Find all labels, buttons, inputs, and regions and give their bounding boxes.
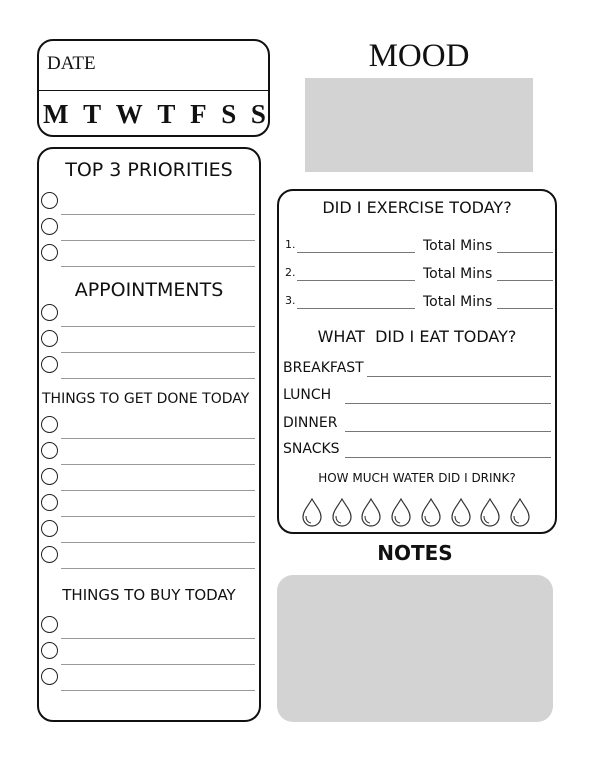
water-drop-icon[interactable] (331, 497, 353, 527)
weekday-f[interactable]: F (190, 99, 207, 129)
exercise-number: 3. (285, 294, 296, 307)
mins-line[interactable] (497, 280, 553, 281)
write-line (61, 378, 255, 379)
appointment-row[interactable] (39, 353, 259, 379)
meal-line[interactable] (345, 457, 551, 458)
exercise-item (285, 238, 555, 258)
todo-row[interactable] (39, 465, 259, 491)
mood-title: MOOD (368, 38, 470, 74)
weekday-row (43, 99, 266, 130)
checkbox-circle[interactable] (41, 192, 58, 209)
left-panel (37, 147, 261, 722)
meal-label-lunch: LUNCH (283, 387, 332, 403)
exercise-item (285, 294, 555, 314)
checkbox-circle[interactable] (41, 416, 58, 433)
water-drop-icon[interactable] (450, 497, 472, 527)
exercise-line[interactable] (297, 252, 415, 253)
todo-row[interactable] (39, 517, 259, 543)
meal-line[interactable] (345, 403, 551, 404)
buy-row[interactable] (39, 639, 259, 665)
total-mins-label: Total Mins (423, 294, 493, 310)
mood-area[interactable] (305, 78, 533, 172)
checkbox-circle[interactable] (41, 442, 58, 459)
mins-line[interactable] (497, 252, 553, 253)
checkbox-circle[interactable] (41, 642, 58, 659)
exercise-item (285, 266, 555, 286)
todo-row[interactable] (39, 491, 259, 517)
checkbox-circle[interactable] (41, 330, 58, 347)
checkbox-circle[interactable] (41, 546, 58, 563)
date-label: DATE (47, 53, 96, 74)
water-drop-icon[interactable] (479, 497, 501, 527)
buy-row[interactable] (39, 665, 259, 691)
weekday-m[interactable]: M (43, 99, 69, 129)
total-mins-label: Total Mins (423, 238, 493, 254)
appointment-row[interactable] (39, 301, 259, 327)
date-divider (39, 90, 268, 91)
meal-row (283, 360, 555, 380)
meal-line[interactable] (345, 431, 551, 432)
exercise-number: 1. (285, 238, 296, 251)
meal-row (283, 387, 555, 407)
water-drop-icon[interactable] (509, 497, 531, 527)
water-title: HOW MUCH WATER DID I DRINK? (318, 471, 516, 485)
meal-row (283, 415, 555, 435)
priority-row[interactable] (39, 215, 259, 241)
exercise-line[interactable] (297, 280, 415, 281)
weekday-t[interactable]: T (83, 99, 102, 129)
health-box (277, 189, 557, 534)
notes-area[interactable] (277, 575, 553, 722)
write-line (61, 266, 255, 267)
checkbox-circle[interactable] (41, 520, 58, 537)
checkbox-circle[interactable] (41, 616, 58, 633)
todo-row[interactable] (39, 543, 259, 569)
weekday-su[interactable]: S (250, 99, 266, 129)
checkbox-circle[interactable] (41, 468, 58, 485)
todo-row[interactable] (39, 413, 259, 439)
todo-row[interactable] (39, 439, 259, 465)
date-box (37, 39, 270, 137)
checkbox-circle[interactable] (41, 494, 58, 511)
meal-row (283, 441, 555, 461)
checkbox-circle[interactable] (41, 244, 58, 261)
weekday-sa[interactable]: S (221, 99, 237, 129)
priority-row[interactable] (39, 189, 259, 215)
priorities-title: TOP 3 PRIORITIES (65, 159, 233, 181)
meal-line[interactable] (367, 376, 551, 377)
write-line (61, 568, 255, 569)
write-line (61, 690, 255, 691)
weekday-th[interactable]: T (157, 99, 176, 129)
mins-line[interactable] (497, 308, 553, 309)
total-mins-label: Total Mins (423, 266, 493, 282)
exercise-title: DID I EXERCISE TODAY? (322, 198, 512, 217)
todo-title: THINGS TO GET DONE TODAY (42, 391, 250, 407)
meal-label-snacks: SNACKS (283, 441, 340, 457)
water-drop-icon[interactable] (420, 497, 442, 527)
buy-title: THINGS TO BUY TODAY (62, 586, 236, 604)
weekday-w[interactable]: W (115, 99, 143, 129)
checkbox-circle[interactable] (41, 304, 58, 321)
appointments-title: APPOINTMENTS (74, 279, 224, 301)
checkbox-circle[interactable] (41, 218, 58, 235)
priority-row[interactable] (39, 241, 259, 267)
appointment-row[interactable] (39, 327, 259, 353)
notes-title: NOTES (377, 541, 453, 565)
exercise-number: 2. (285, 266, 296, 279)
checkbox-circle[interactable] (41, 356, 58, 373)
checkbox-circle[interactable] (41, 668, 58, 685)
meal-label-dinner: DINNER (283, 415, 338, 431)
water-drop-icon[interactable] (390, 497, 412, 527)
exercise-line[interactable] (297, 308, 415, 309)
meal-label-breakfast: BREAKFAST (283, 360, 364, 376)
water-drop-icon[interactable] (360, 497, 382, 527)
buy-row[interactable] (39, 613, 259, 639)
water-drop-icon[interactable] (301, 497, 323, 527)
food-title: WHAT DID I EAT TODAY? (317, 327, 517, 346)
